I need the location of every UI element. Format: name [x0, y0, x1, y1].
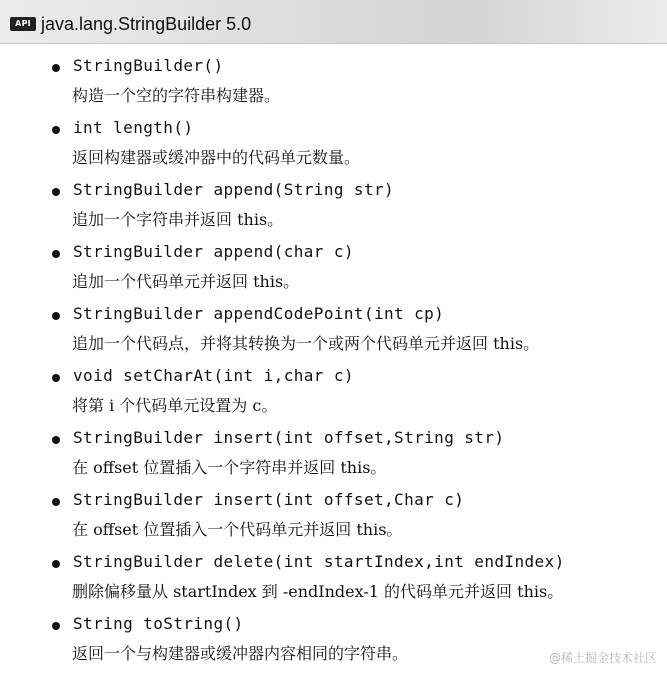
method-entry	[0, 114, 667, 176]
bullet-icon	[52, 498, 60, 506]
bullet-icon	[52, 436, 60, 444]
bullet-icon	[52, 126, 60, 134]
method-signature: StringBuilder insert(int offset,Char c)	[73, 490, 465, 509]
method-entry	[0, 176, 667, 238]
method-description: 追加一个代码单元并返回 this。	[72, 272, 300, 291]
method-description: 在 offset 位置插入一个代码单元并返回 this。	[72, 520, 403, 539]
method-signature: StringBuilder append(String str)	[73, 180, 395, 199]
method-description: 返回一个与构建器或缓冲器内容相同的字符串。	[72, 644, 409, 663]
bullet-icon	[52, 64, 60, 72]
method-signature: StringBuilder delete(int startIndex,int endIndex)	[73, 552, 565, 571]
api-badge-icon: API	[10, 17, 36, 31]
bullet-icon	[52, 188, 60, 196]
method-description: 追加一个代码点，并将其转换为一个或两个代码单元并返回 this。	[72, 334, 540, 353]
bullet-icon	[52, 374, 60, 382]
method-description: 在 offset 位置插入一个字符串并返回 this。	[72, 458, 387, 477]
method-entry	[0, 424, 667, 486]
bullet-icon	[52, 312, 60, 320]
method-entry	[0, 548, 667, 610]
method-description: 构造一个空的字符串构建器。	[72, 86, 281, 105]
method-signature: StringBuilder insert(int offset,String str)	[73, 428, 505, 447]
bullet-icon	[52, 250, 60, 258]
method-signature: StringBuilder appendCodePoint(int cp)	[73, 304, 445, 323]
method-entry	[0, 238, 667, 300]
method-description: 将第 i 个代码单元设置为 c。	[72, 396, 278, 415]
method-description: 追加一个字符串并返回 this。	[72, 210, 284, 229]
method-signature: StringBuilder append(char c)	[73, 242, 354, 261]
api-header	[0, 0, 667, 44]
bullet-icon	[52, 560, 60, 568]
method-list	[0, 52, 667, 672]
method-signature: StringBuilder()	[73, 56, 224, 75]
method-description: 返回构建器或缓冲器中的代码单元数量。	[72, 148, 361, 167]
method-signature: void setCharAt(int i,char c)	[73, 366, 354, 385]
method-description: 删除偏移量从 startIndex 到 -endIndex-1 的代码单元并返回 this。	[72, 582, 564, 601]
watermark: @稀土掘金技术社区	[548, 651, 657, 665]
method-entry	[0, 486, 667, 548]
class-title: java.lang.StringBuilder 5.0	[41, 14, 252, 34]
method-signature: String toString()	[73, 614, 244, 633]
method-entry	[0, 300, 667, 362]
method-entry	[0, 52, 667, 114]
method-entry	[0, 362, 667, 424]
bullet-icon	[52, 622, 60, 630]
method-signature: int length()	[73, 118, 194, 137]
